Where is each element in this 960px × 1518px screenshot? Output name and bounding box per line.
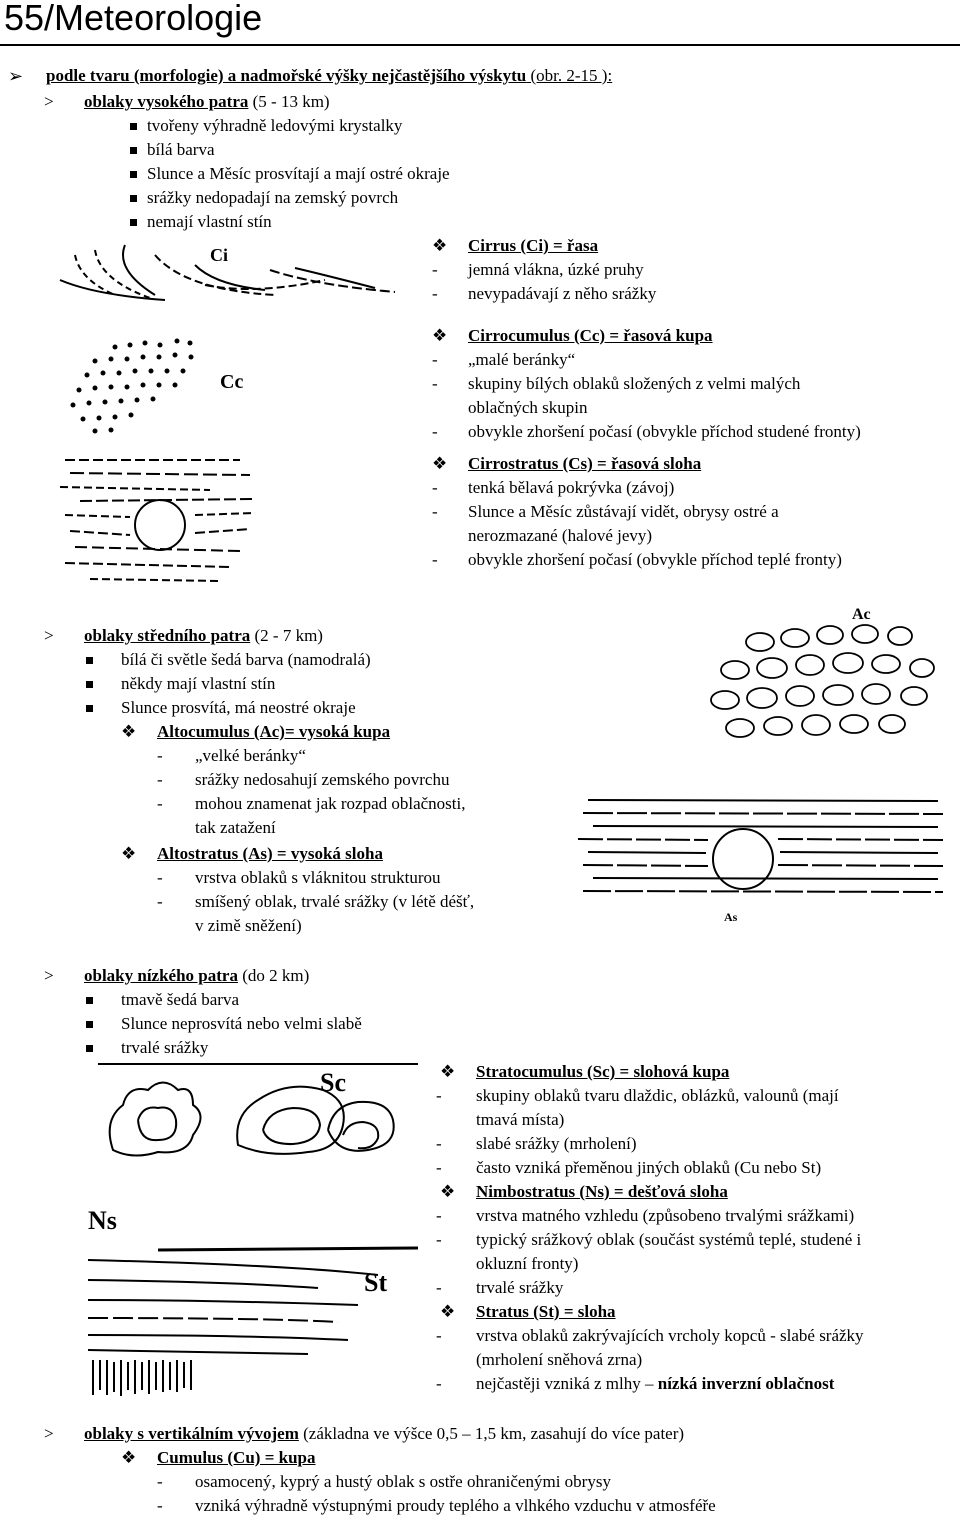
list-item: tenká bělavá pokrývka (závoj) [468, 478, 675, 497]
vertical-heading: oblaky s vertikálním vývojem [84, 1424, 299, 1443]
list-item: Slunce neprosvítá nebo velmi slabě [121, 1014, 362, 1033]
dash: - [436, 1206, 442, 1225]
bullet-icon [86, 1021, 93, 1028]
ns-label: Ns [88, 1206, 117, 1235]
intro-ref: (obr. 2-15 ): [526, 66, 613, 85]
bullet-icon [86, 1045, 93, 1052]
bullet-icon [86, 705, 93, 712]
cirrocumulus-figure [65, 335, 205, 435]
sc-label: Sc [320, 1068, 346, 1097]
low-clouds-figure [88, 1060, 420, 1400]
list-item: „malé beránky“ [468, 350, 576, 369]
dash: - [157, 1496, 163, 1515]
list-item: bílá barva [147, 140, 215, 159]
list-item: osamocený, kyprý a hustý oblak s ostře ohraničenými obrysy [195, 1472, 611, 1491]
altostratus-figure [578, 795, 948, 915]
list-item: srážky nedopadají na zemský povrch [147, 188, 399, 207]
diamond-icon: ❖ [432, 454, 448, 473]
dash: - [432, 284, 438, 303]
cirrus-title: Cirrus (Ci) = řasa [468, 236, 599, 255]
bullet-icon [130, 147, 137, 154]
dash: - [436, 1086, 442, 1105]
bullet-icon [130, 195, 137, 202]
list-item: nevypadávají z něho srážky [468, 284, 657, 303]
dash: - [157, 770, 163, 789]
dash: - [432, 502, 438, 521]
bullet-icon [130, 171, 137, 178]
mid-heading-line [84, 624, 323, 648]
dash: - [157, 746, 163, 765]
list-item: trvalé srážky [121, 1038, 209, 1057]
stratus-title: Stratus (St) = sloha [476, 1302, 616, 1321]
altostratus-title: Altostratus (As) = vysoká sloha [157, 844, 383, 863]
list-item: smíšený oblak, trvalé srážky (v létě déšť, [195, 892, 475, 911]
bullet-icon [130, 219, 137, 226]
list-item: skupiny oblaků tvaru dlaždic, oblázků, valounů (mají [476, 1086, 839, 1105]
dash: - [436, 1134, 442, 1153]
gt-icon: > [44, 626, 54, 645]
list-item: okluzní fronty) [476, 1254, 579, 1273]
cirrostratus-title: Cirrostratus (Cs) = řasová sloha [468, 454, 702, 473]
list-item: tmavě šedá barva [121, 990, 239, 1009]
diamond-icon: ❖ [432, 236, 448, 255]
gt-icon: > [44, 966, 54, 985]
ac-label: Ac [852, 606, 871, 623]
low-heading: oblaky nízkého patra [84, 966, 238, 985]
cirrostratus-figure [60, 455, 260, 590]
list-item: Slunce prosvítá, má neostré okraje [121, 698, 356, 717]
gt-icon: > [44, 92, 54, 111]
list-item: tvořeny výhradně ledovými krystalky [147, 116, 403, 135]
dash: - [157, 868, 163, 887]
stratocumulus-title: Stratocumulus (Sc) = slohová kupa [476, 1062, 730, 1081]
page-title: 55/Meteorologie [4, 0, 263, 38]
dash: - [436, 1158, 442, 1177]
dash: - [432, 422, 438, 441]
list-item: srážky nedosahují zemského povrchu [195, 770, 450, 789]
low-heading-line [84, 964, 309, 988]
stratus-line-text: nejčastěji vzniká z mlhy – [476, 1374, 658, 1393]
diamond-icon: ❖ [440, 1062, 456, 1081]
dash: - [436, 1230, 442, 1249]
dash: - [157, 794, 163, 813]
gt-icon: > [44, 1424, 54, 1443]
bullet-icon [130, 123, 137, 130]
list-item: nemají vlastní stín [147, 212, 272, 231]
intro-line [46, 64, 612, 88]
dash: - [436, 1326, 442, 1345]
vertical-heading-line [84, 1422, 684, 1446]
cirrocumulus-title: Cirrocumulus (Cc) = řasová kupa [468, 326, 713, 345]
stratus-last-line [476, 1372, 834, 1396]
list-item: někdy mají vlastní stín [121, 674, 276, 693]
list-item: vrstva oblaků zakrývajících vrcholy kopců - slabé srážky [476, 1326, 864, 1345]
high-heading: oblaky vysokého patra [84, 92, 249, 111]
list-item: skupiny bílých oblaků složených z velmi malých [468, 374, 801, 393]
list-item: Slunce a Měsíc prosvítají a mají ostré okraje [147, 164, 450, 183]
bullet-icon [86, 657, 93, 664]
dash: - [436, 1278, 442, 1297]
high-range: (5 - 13 km) [248, 92, 330, 111]
altocumulus-title: Altocumulus (Ac)= vysoká kupa [157, 722, 391, 741]
st-label: St [364, 1268, 388, 1297]
list-item: v zimě sněžení) [195, 916, 302, 935]
vertical-range: (základna ve výšce 0,5 – 1,5 km, zasahují do více pater) [298, 1424, 685, 1443]
bullet-icon [86, 997, 93, 1004]
list-item: obvykle zhoršení počasí (obvykle příchod teplé fronty) [468, 550, 842, 569]
dash: - [432, 374, 438, 393]
dash: - [432, 478, 438, 497]
nimbostratus-title: Nimbostratus (Ns) = dešťová sloha [476, 1182, 728, 1201]
list-item: jemná vlákna, úzké pruhy [468, 260, 644, 279]
list-item: mohou znamenat jak rozpad oblačnosti, [195, 794, 466, 813]
list-item: (mrholení sněhová zrna) [476, 1350, 643, 1369]
as-label: As [724, 910, 738, 924]
bullet-icon [86, 681, 93, 688]
dash: - [432, 550, 438, 569]
mid-heading: oblaky středního patra [84, 626, 251, 645]
title-rule [0, 44, 960, 46]
diamond-icon: ❖ [121, 1448, 137, 1467]
list-item: slabé srážky (mrholení) [476, 1134, 637, 1153]
list-item: vrstva oblaků s vláknitou strukturou [195, 868, 441, 887]
list-item: tak zatažení [195, 818, 276, 837]
dash: - [436, 1374, 442, 1393]
dash: - [432, 350, 438, 369]
list-item: vrstva matného vzhledu (způsobeno trvalými srážkami) [476, 1206, 855, 1225]
dash: - [157, 1472, 163, 1491]
diamond-icon: ❖ [432, 326, 448, 345]
low-range: (do 2 km) [237, 966, 310, 985]
diamond-icon: ❖ [440, 1182, 456, 1201]
ci-label: Ci [210, 245, 228, 265]
diamond-icon: ❖ [121, 844, 137, 863]
dash: - [157, 892, 163, 911]
list-item: často vzniká přeměnou jiných oblaků (Cu nebo St) [476, 1158, 822, 1177]
stratus-bold-end: nízká inverzní oblačnost [657, 1374, 835, 1393]
list-item: Slunce a Měsíc zůstávají vidět, obrysy ostré a [468, 502, 779, 521]
list-item: tmavá místa) [476, 1110, 565, 1129]
dash: - [432, 260, 438, 279]
diamond-icon: ❖ [440, 1302, 456, 1321]
intro-label: podle tvaru (morfologie) a nadmořské výšky nejčastějšího výskytu [46, 66, 527, 85]
list-item: „velké beránky“ [195, 746, 306, 765]
list-item: nerozmazané (halové jevy) [468, 526, 653, 545]
cc-label: Cc [220, 371, 244, 393]
list-item: oblačných skupin [468, 398, 588, 417]
high-heading-line [84, 90, 330, 114]
list-item: typický srážkový oblak (součást systémů teplé, studené i [476, 1230, 862, 1249]
arrow-icon: ➢ [8, 66, 24, 86]
list-item: obvykle zhoršení počasí (obvykle příchod studené fronty) [468, 422, 861, 441]
list-item: bílá či světle šedá barva (namodralá) [121, 650, 371, 669]
altocumulus-figure [700, 620, 950, 750]
list-item: vzniká výhradně výstupnými proudy teplého a vlhkého vzduchu v atmosféře [195, 1496, 716, 1515]
list-item: trvalé srážky [476, 1278, 564, 1297]
mid-range: (2 - 7 km) [250, 626, 323, 645]
cumulus-title: Cumulus (Cu) = kupa [157, 1448, 316, 1467]
diamond-icon: ❖ [121, 722, 137, 741]
